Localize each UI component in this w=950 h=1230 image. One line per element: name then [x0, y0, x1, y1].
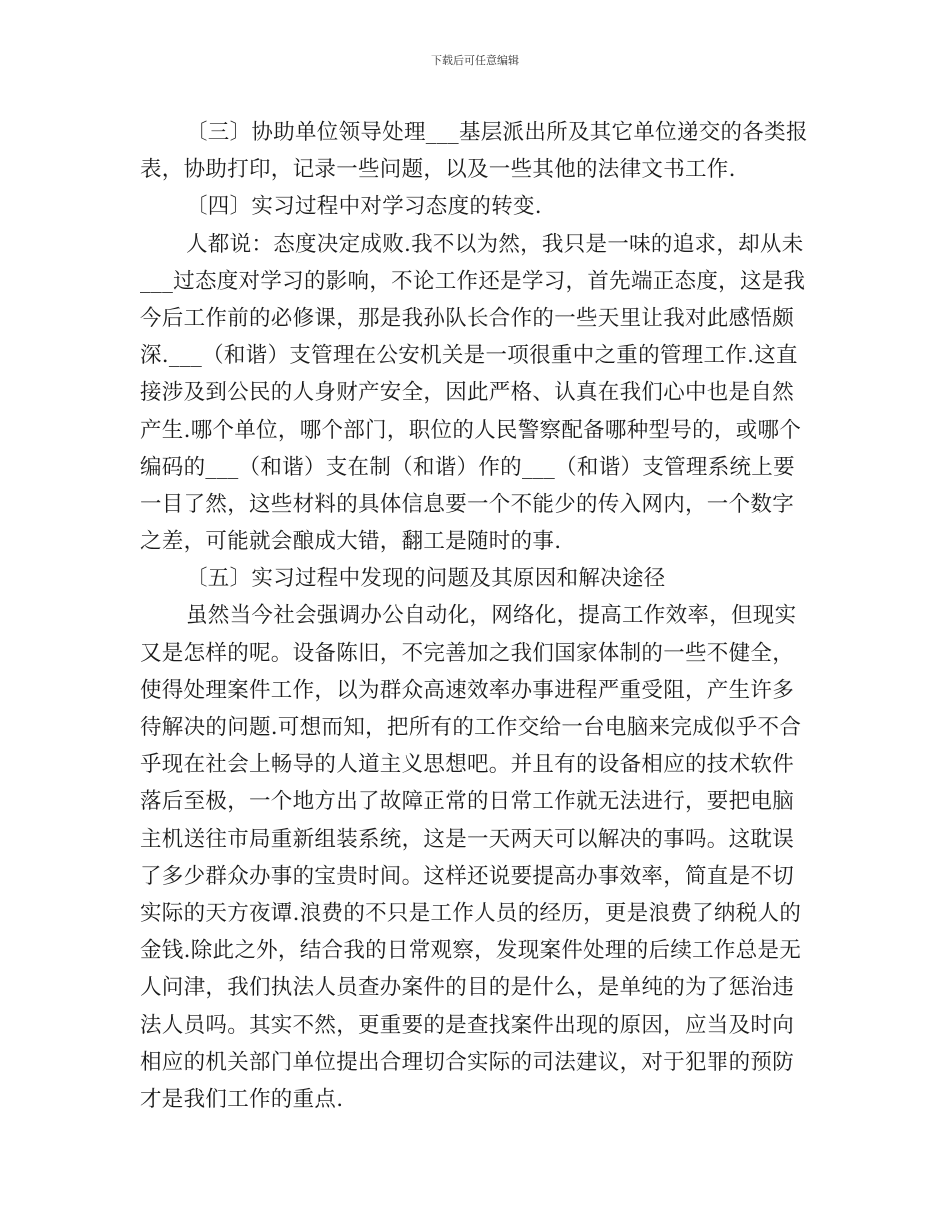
text-line: 待解决的问题.可想而知，把所有的工作交给一台电脑来完成似乎不合 — [140, 715, 802, 740]
text-line: 接涉及到公民的人身财产安全，因此严格、认真在我们心中也是自然 — [140, 380, 795, 406]
text-line: 深.___（和谐）支管理在公安机关是一项很重中之重的管理工作.这直 — [140, 343, 798, 369]
text-line: 表，协助打印，记录一些问题，以及一些其他的法律文书工作. — [140, 157, 736, 183]
text-line: 〔五〕实习过程中发现的问题及其原因和解决途径 — [186, 566, 666, 592]
text-line: 今后工作前的必修课，那是我孙队长合作的一些天里让我对此感悟颇 — [140, 305, 795, 331]
text-line: 金钱.除此之外，结合我的日常观察，发现案件处理的后续工作总是无 — [140, 938, 802, 964]
text-line: 一目了然，这些材料的具体信息要一个不能少的传入网内，一个数字 — [140, 491, 795, 517]
text-line: 使得处理案件工作，以为群众高速效率办事进程严重受阻，产生许多 — [140, 677, 795, 703]
document-body — [140, 114, 812, 1118]
text-line: 编码的___（和谐）支在制（和谐）作的___（和谐）支管理系统上要 — [140, 454, 795, 480]
text-line: 法人员吗。其实不然，更重要的是查找案件出现的原因，应当及时向 — [140, 1012, 795, 1038]
page-header: 下载后可任意编辑 — [431, 54, 519, 67]
text-line: 主机送往市局重新组装系统，这是一天两天可以解决的事吗。这耽误 — [140, 826, 795, 852]
text-line: 人问津，我们执法人员查办案件的目的是什么，是单纯的为了惩治违 — [140, 975, 795, 1001]
text-line: ___过态度对学习的影响，不论工作还是学习，首先端正态度，这是我 — [140, 268, 806, 294]
text-line: 〔四〕实习过程中对学习态度的转变. — [186, 194, 542, 220]
text-line: 〔三〕协助单位领导处理___基层派出所及其它单位递交的各类报 — [186, 120, 808, 145]
text-line: 又是怎样的呢。设备陈旧，不完善加之我们国家体制的一些不健全， — [140, 640, 795, 666]
text-line: 才是我们工作的重点. — [140, 1086, 344, 1112]
text-line: 之差，可能就会酿成大错，翻工是随时的事. — [140, 529, 562, 555]
text-line: 产生.哪个单位，哪个部门，职位的人民警察配备哪种型号的，或哪个 — [140, 417, 802, 443]
text-line: 了多少群众办事的宝贵时间。这样还说要提高办事效率，简直是不切 — [140, 863, 795, 889]
text-line: 人都说：态度决定成败.我不以为然，我只是一味的追求，却从未 — [186, 231, 804, 257]
text-line: 虽然当今社会强调办公自动化，网络化，提高工作效率，但现实 — [186, 603, 797, 629]
text-line: 乎现在社会上畅导的人道主义思想吧。并且有的设备相应的技术软件 — [140, 752, 795, 778]
text-line: 落后至极，一个地方出了故障正常的日常工作就无法进行，要把电脑 — [140, 789, 795, 815]
text-line: 实际的天方夜谭.浪费的不只是工作人员的经历，更是浪费了纳税人的 — [140, 900, 802, 926]
text-line: 相应的机关部门单位提出合理切合实际的司法建议，对于犯罪的预防 — [140, 1049, 795, 1075]
